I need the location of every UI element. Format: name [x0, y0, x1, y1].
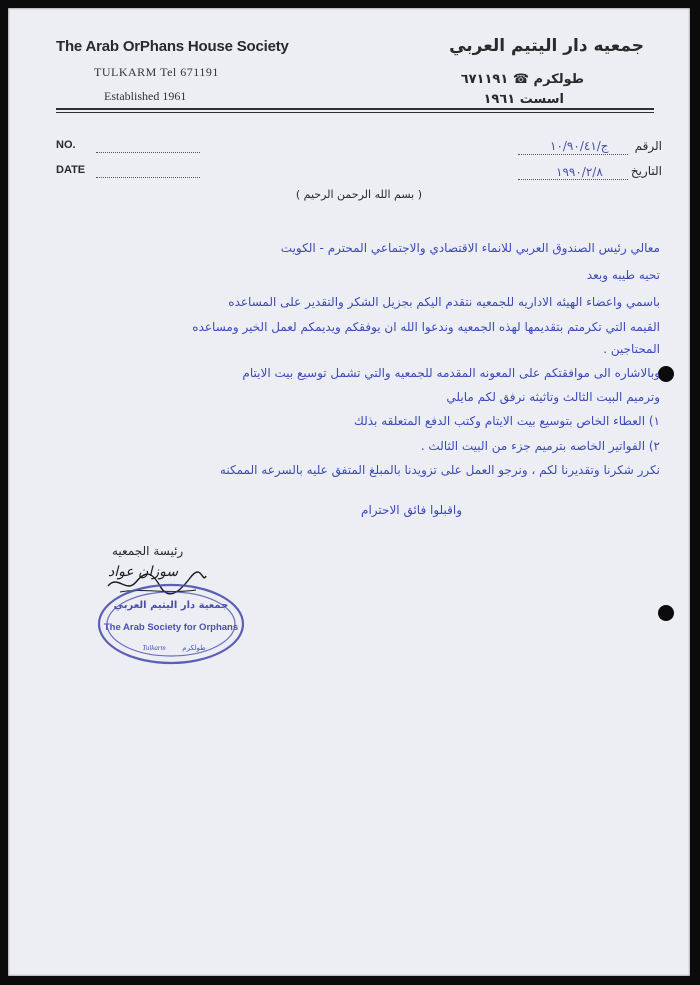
- body-line: تحيه طيبه وبعد: [586, 268, 660, 282]
- punch-hole: [658, 605, 674, 621]
- letter-page: [8, 8, 690, 976]
- date-label: DATE: [56, 164, 86, 176]
- arabic-date-line: [518, 179, 628, 180]
- arabic-date-label: التاريخ: [630, 164, 662, 178]
- date-value: ١٩٩٠/٢/٨: [556, 165, 603, 179]
- reference-number-value: ج/١٠/٩٠/٤١: [550, 139, 609, 153]
- body-line: وترميم البيت الثالث وتاثيثه نرفق لكم مايلي: [446, 390, 660, 404]
- letterhead-arabic-city-phone: طولكرم ☎ ٦٧١١٩١: [460, 72, 584, 87]
- letterhead-english-city-phone: TULKARM Tel 671191: [94, 65, 219, 79]
- closing-line: واقبلوا فائق الاحترام: [361, 503, 462, 517]
- body-line: القيمه التي تكرمتم بتقديمها لهذه الجمعيه وندعوا الله ان يوفقكم ويديمكم لعمل الخير ومساعده: [192, 320, 660, 334]
- body-line: وبالاشاره الى موافقتكم على المعونه المقدمه للجمعيه والتي تشمل توسيع بيت الايتام: [242, 366, 660, 380]
- body-line: ١) العطاء الخاص بتوسيع بيت الايتام وكتب الدفع المتعلقه بذلك: [353, 414, 660, 428]
- letterhead-english-established: Established 1961: [104, 89, 187, 103]
- letterhead-arabic-name: جمعيه دار اليتيم العربي: [449, 36, 644, 56]
- signatory-name: سوزان عواد: [108, 564, 179, 580]
- basmala: ( بسم الله الرحمن الرحيم ): [295, 188, 422, 201]
- body-line: نكرر شكرنا وتقديرنا لكم ، ونرجو العمل على تزويدنا بالمبلغ المتفق عليه بالسرعه الممكنه: [219, 463, 660, 477]
- arabic-number-label: الرقم: [634, 139, 662, 153]
- letterhead-arabic-established: اسست ١٩٦١: [483, 92, 564, 107]
- body-line: ٢) الفواتير الخاصه بترميم جزء من البيت الثالث .: [420, 439, 660, 453]
- letterhead-divider: [56, 112, 654, 113]
- body-line: باسمي واعضاء الهيئه الاداريه للجمعيه نتقدم اليكم بجزيل الشكر والتقدير على المساعده: [228, 295, 660, 309]
- signatory-title: رئيسة الجمعيه: [112, 544, 184, 558]
- number-label: NO.: [56, 139, 76, 151]
- body-line: المحتاجين .: [603, 342, 660, 356]
- stamp-english-bottom: Tulkarm: [142, 644, 166, 652]
- letterhead-english-name: The Arab OrPhans House Society: [56, 38, 289, 55]
- number-line: [96, 152, 200, 153]
- stamp-arabic-bottom: طولكرم: [182, 644, 206, 652]
- date-line: [96, 177, 200, 178]
- letterhead-divider: [56, 108, 654, 110]
- arabic-number-line: [518, 154, 628, 155]
- body-line: معالي رئيس الصندوق العربي للانماء الاقتصادي والاجتماعي المحترم - الكويت: [280, 241, 660, 255]
- society-stamp: [96, 582, 246, 666]
- stamp-english-middle: The Arab Society for Orphans: [103, 622, 239, 633]
- punch-hole: [658, 366, 674, 382]
- stamp-arabic-top: جمعية دار اليتيم العربي: [113, 600, 229, 611]
